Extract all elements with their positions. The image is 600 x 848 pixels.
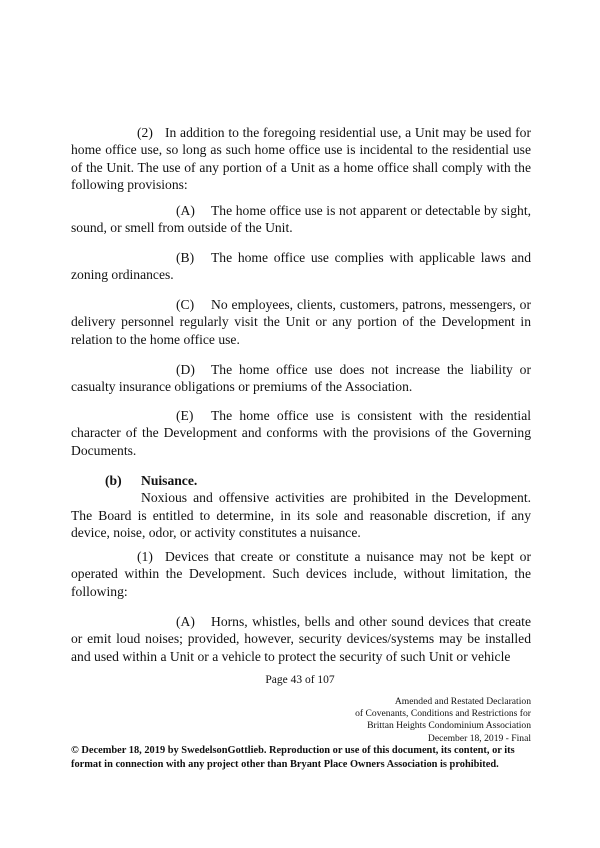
nuisance-paragraph-1-text: Devices that create or constitute a nuisance may not be kept or operated within the Development. Such devices include, without limitation, the following: [71,549,531,599]
nuisance-paragraph-1 [71,548,531,600]
provision-d [71,361,531,396]
provision-b-text: The home office use complies with applicable laws and zoning ordinances. [71,250,531,283]
provision-c [71,296,531,348]
provision-e-text: The home office use is consistent with the residential character of the Development and conforms with the provisions of the Governing Documents. [71,408,531,458]
page-number: Page 43 of 107 [265,674,335,686]
paragraph-2-text: In addition to the foregoing residential use, a Unit may be used for home office use, so long as such home office use is incidental to the residential use of the Unit. The use of any portion of a Unit as a home office shall comply with the following provisions: [71,125,531,193]
provision-a [71,202,531,237]
device-provision-a-text: Horns, whistles, bells and other sound devices that create or emit loud noises; provided, however, security devices/systems may be installed and used within a Unit or a vehicle to protect the security of such Unit or vehicle [71,614,531,664]
document-info-line: Brittan Heights Condominium Association [367,720,531,732]
nuisance-paragraph-1-number: (1) [137,549,153,564]
section-b [71,472,531,542]
provision-e [71,407,531,459]
document-info-line: of Covenants, Conditions and Restrictions for [355,708,531,720]
section-heading-title: Nuisance. [141,473,198,488]
paragraph-2-number: (2) [137,125,153,140]
provision-b-label: (B) [176,250,195,265]
device-provision-a [71,613,531,665]
provision-a-label: (A) [176,203,195,218]
provision-b [71,249,531,284]
section-heading [71,472,531,489]
document-info [355,696,531,745]
provision-e-label: (E) [176,408,194,423]
section-heading-label: (b) [105,473,122,488]
provision-d-label: (D) [176,362,195,377]
nuisance-intro-text: Noxious and offensive activities are prohibited in the Development. The Board is entitled to determine, in its sole and reasonable discretion, if any device, noise, odor, or activity constitutes a nuisance. [71,490,531,541]
provision-c-text: No employees, clients, customers, patrons, messengers, or delivery personnel regularly visit the Unit or any portion of the Development in relation to the home office use. [71,297,531,347]
device-provision-a-label: (A) [176,614,195,629]
copyright-notice: © December 18, 2019 by SwedelsonGottlieb. Reproduction or use of this document, its content, or its format in connection with any project other than Bryant Place Owners Association is prohibited. [71,745,515,770]
provision-a-text: The home office use is not apparent or detectable by sight, sound, or smell from outside of the Unit. [71,203,531,236]
document-info-line: Amended and Restated Declaration [394,696,531,707]
document-info-line: December 18, 2019 - Final [427,732,531,744]
provision-d-text: The home office use does not increase the liability or casualty insurance obligations or premiums of the Association. [71,362,531,395]
provision-c-label: (C) [176,297,195,312]
paragraph-2 [71,124,531,194]
